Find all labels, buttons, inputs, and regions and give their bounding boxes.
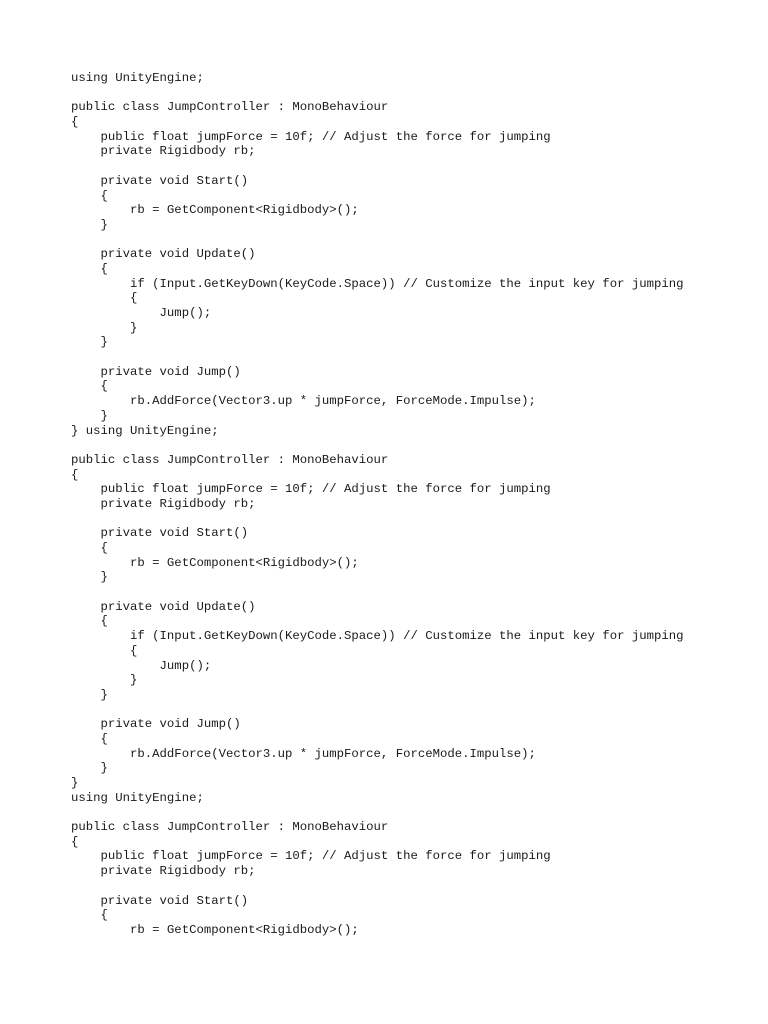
code-line: rb = GetComponent<Rigidbody>(); bbox=[71, 203, 359, 218]
code-line bbox=[71, 159, 751, 174]
code-line bbox=[71, 805, 751, 820]
code-line: { bbox=[71, 379, 108, 394]
code-line: { bbox=[71, 614, 108, 629]
code-line bbox=[71, 879, 751, 894]
code-line: } bbox=[71, 408, 108, 423]
code-line: rb.AddForce(Vector3.up * jumpForce, ForceMode.Impulse); bbox=[71, 746, 536, 761]
code-line: Jump(); bbox=[71, 658, 212, 673]
code-line: { bbox=[71, 541, 108, 555]
code-line bbox=[71, 438, 751, 453]
code-line: using UnityEngine; bbox=[71, 790, 204, 805]
code-line: private Rigidbody rb; bbox=[71, 864, 256, 879]
code-line: rb = GetComponent<Rigidbody>(); bbox=[71, 922, 359, 937]
code-line: { bbox=[71, 188, 108, 203]
code-line: { bbox=[71, 731, 108, 746]
code-line: private void Start() bbox=[71, 893, 249, 908]
code-block bbox=[71, 71, 751, 938]
code-line: } bbox=[71, 570, 108, 585]
code-line: } bbox=[71, 761, 108, 776]
code-line bbox=[71, 233, 751, 248]
code-line: private Rigidbody rb; bbox=[71, 496, 256, 511]
code-line: private Rigidbody rb; bbox=[71, 144, 256, 159]
code-line: } bbox=[71, 687, 108, 702]
code-line: { bbox=[71, 834, 79, 849]
code-line bbox=[71, 350, 751, 365]
code-line: Jump(); bbox=[71, 306, 212, 320]
code-line: } bbox=[71, 335, 108, 350]
code-line: } bbox=[71, 673, 138, 688]
code-line: } bbox=[71, 320, 138, 335]
code-line: { bbox=[71, 908, 108, 923]
code-line: { bbox=[71, 115, 79, 130]
code-line: public class JumpController : MonoBehaviour bbox=[71, 100, 389, 115]
code-line: { bbox=[71, 643, 138, 658]
code-line: { bbox=[71, 467, 79, 482]
code-line: rb.AddForce(Vector3.up * jumpForce, ForceMode.Impulse); bbox=[71, 394, 536, 409]
code-line: if (Input.GetKeyDown(KeyCode.Space)) // Customize the input key for jumping bbox=[71, 629, 684, 644]
code-line bbox=[71, 703, 751, 718]
code-line: } using UnityEngine; bbox=[71, 423, 219, 438]
code-line: private void Jump() bbox=[71, 717, 241, 732]
code-line: public float jumpForce = 10f; // Adjust the force for jumping bbox=[71, 849, 551, 864]
code-line: } bbox=[71, 776, 79, 790]
code-line bbox=[71, 585, 751, 600]
code-line: { bbox=[71, 291, 138, 306]
code-line: public class JumpController : MonoBehaviour bbox=[71, 452, 389, 467]
code-line: private void Jump() bbox=[71, 364, 241, 379]
code-line: public class JumpController : MonoBehaviour bbox=[71, 820, 389, 835]
code-line: private void Start() bbox=[71, 526, 249, 541]
code-line: { bbox=[71, 261, 108, 276]
code-line: public float jumpForce = 10f; // Adjust the force for jumping bbox=[71, 129, 551, 144]
code-line bbox=[71, 86, 751, 101]
code-line: } bbox=[71, 217, 108, 232]
code-line bbox=[71, 512, 751, 527]
code-line: private void Start() bbox=[71, 173, 249, 188]
code-line: public float jumpForce = 10f; // Adjust the force for jumping bbox=[71, 482, 551, 497]
code-line: if (Input.GetKeyDown(KeyCode.Space)) // Customize the input key for jumping bbox=[71, 276, 684, 291]
code-line: using UnityEngine; bbox=[71, 71, 204, 85]
code-line: private void Update() bbox=[71, 247, 256, 262]
code-line: private void Update() bbox=[71, 599, 256, 614]
code-line: rb = GetComponent<Rigidbody>(); bbox=[71, 555, 359, 570]
